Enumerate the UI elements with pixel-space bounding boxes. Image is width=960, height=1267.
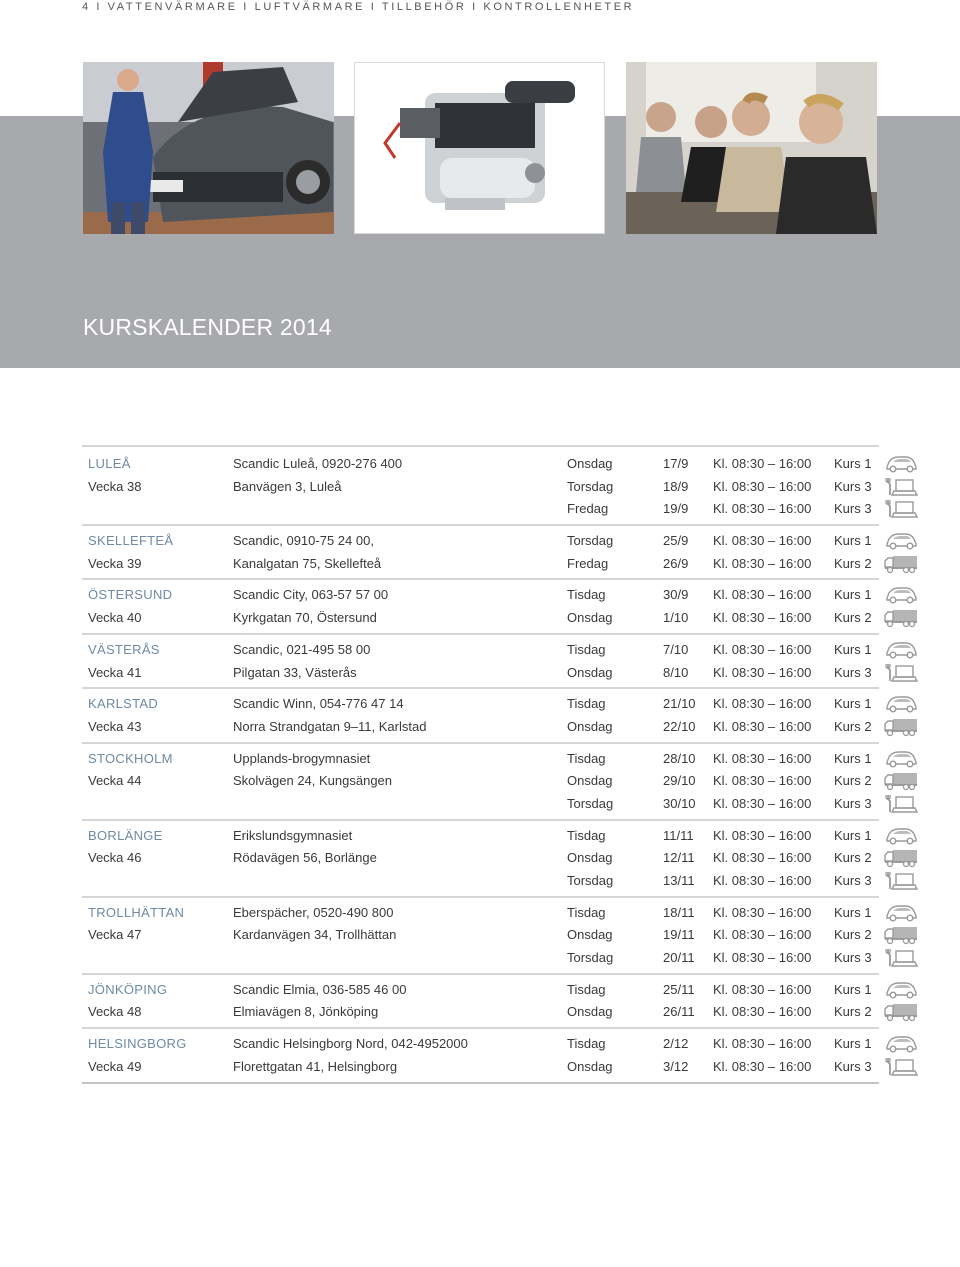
table-row xyxy=(82,498,879,521)
course-time: Kl. 08:30 – 16:00 xyxy=(713,773,812,789)
schedule-group xyxy=(82,635,879,689)
course-level: Kurs 3 xyxy=(834,873,872,888)
course-date: 30/9 xyxy=(663,587,689,603)
venue-address: Banvägen 3, Luleå xyxy=(233,478,342,494)
schedule-group xyxy=(82,744,879,821)
course-date: 18/11 xyxy=(663,904,695,920)
tools-laptop-icon xyxy=(884,1057,918,1077)
car-icon xyxy=(884,694,918,714)
schedule-group xyxy=(82,451,879,526)
venue-name: Erikslundsgymnasiet xyxy=(233,827,353,843)
truck-icon xyxy=(884,554,918,574)
table-row xyxy=(82,453,879,476)
car-icon xyxy=(884,749,918,769)
weekday: Onsdag xyxy=(567,664,613,680)
tools-laptop-icon xyxy=(884,499,918,519)
city-name: SKELLEFTEÅ xyxy=(88,533,174,549)
car-icon xyxy=(884,454,918,474)
course-date: 21/10 xyxy=(663,696,696,712)
tools-laptop-icon xyxy=(884,663,918,683)
table-row xyxy=(82,1056,879,1079)
course-time: Kl. 08:30 – 16:00 xyxy=(713,927,812,943)
course-level: Kurs 1 xyxy=(834,696,872,712)
course-level: Kurs 2 xyxy=(834,610,872,626)
heater-unit-photo xyxy=(354,62,605,234)
course-level: Kurs 3 xyxy=(834,795,872,811)
week-number: Vecka 46 xyxy=(88,850,142,866)
weekday: Torsdag xyxy=(567,795,614,811)
course-date: 19/11 xyxy=(663,927,695,943)
table-row xyxy=(82,902,879,925)
table-row xyxy=(82,476,879,499)
car-icon xyxy=(884,585,918,605)
truck-icon xyxy=(884,771,918,791)
course-date: 1/10 xyxy=(663,610,689,626)
course-level: Kurs 1 xyxy=(834,1036,872,1052)
city-name: STOCKHOLM xyxy=(88,750,173,766)
weekday: Torsdag xyxy=(567,950,614,966)
course-time: Kl. 08:30 – 16:00 xyxy=(713,1036,812,1052)
course-level: Kurs 1 xyxy=(834,587,872,603)
city-name: HELSINGBORG xyxy=(88,1036,187,1052)
weekday: Fredag xyxy=(567,501,609,517)
course-time: Kl. 08:30 – 16:00 xyxy=(713,1058,812,1074)
venue-name: Eberspächer, 0520-490 800 xyxy=(233,904,394,920)
city-name: JÖNKÖPING xyxy=(88,981,168,997)
course-time: Kl. 08:30 – 16:00 xyxy=(713,696,812,712)
schedule-group xyxy=(82,898,879,975)
course-level: Kurs 2 xyxy=(834,1004,872,1020)
car-icon xyxy=(884,903,918,923)
city-name: KARLSTAD xyxy=(88,696,159,712)
truck-icon xyxy=(884,848,918,868)
course-time: Kl. 08:30 – 16:00 xyxy=(713,501,812,517)
course-time: Kl. 08:30 – 16:00 xyxy=(713,610,812,626)
truck-icon xyxy=(884,1002,918,1022)
course-level: Kurs 2 xyxy=(834,555,872,571)
weekday: Onsdag xyxy=(567,610,613,626)
schedule-group xyxy=(82,1029,879,1083)
classroom-photo xyxy=(626,62,877,234)
course-schedule-table xyxy=(0,451,960,1084)
table-row xyxy=(82,748,879,771)
course-level: Kurs 3 xyxy=(834,1058,872,1074)
course-time: Kl. 08:30 – 16:00 xyxy=(713,456,812,471)
venue-address: Kyrkgatan 70, Östersund xyxy=(233,610,377,626)
truck-icon xyxy=(884,717,918,737)
venue-name: Scandic Helsingborg Nord, 042-4952000 xyxy=(233,1036,468,1052)
course-level: Kurs 1 xyxy=(834,827,872,843)
weekday: Tisdag xyxy=(567,981,606,997)
course-date: 25/9 xyxy=(663,533,689,549)
schedule-group xyxy=(82,689,879,743)
table-row xyxy=(82,693,879,716)
table-row xyxy=(82,870,879,893)
course-level: Kurs 1 xyxy=(834,750,872,766)
week-number: Vecka 48 xyxy=(88,1004,142,1020)
course-time: Kl. 08:30 – 16:00 xyxy=(713,750,812,766)
table-row xyxy=(82,530,879,553)
city-name: TROLLHÄTTAN xyxy=(88,904,185,920)
car-icon xyxy=(884,531,918,551)
tools-laptop-icon xyxy=(884,794,918,814)
venue-address: Kardanvägen 34, Trollhättan xyxy=(233,927,397,943)
course-time: Kl. 08:30 – 16:00 xyxy=(713,641,812,657)
course-time: Kl. 08:30 – 16:00 xyxy=(713,873,812,888)
tools-laptop-icon xyxy=(884,948,918,968)
weekday: Tisdag xyxy=(567,587,606,603)
car-icon xyxy=(884,1034,918,1054)
schedule-group xyxy=(82,580,879,634)
week-number: Vecka 39 xyxy=(88,555,142,571)
car-icon xyxy=(884,980,918,1000)
page-title: KURSKALENDER 2014 xyxy=(83,314,332,340)
weekday: Tisdag xyxy=(567,750,606,766)
course-date: 12/11 xyxy=(663,850,695,866)
table-top-rule xyxy=(82,445,879,447)
table-row xyxy=(82,979,879,1002)
course-date: 17/9 xyxy=(663,456,689,471)
weekday: Onsdag xyxy=(567,718,613,734)
course-level: Kurs 1 xyxy=(834,904,872,920)
table-row xyxy=(82,1001,879,1024)
course-level: Kurs 1 xyxy=(834,533,872,549)
weekday: Onsdag xyxy=(567,456,613,471)
course-time: Kl. 08:30 – 16:00 xyxy=(713,1004,812,1020)
week-number: Vecka 47 xyxy=(88,927,142,943)
week-number: Vecka 41 xyxy=(88,664,142,680)
course-time: Kl. 08:30 – 16:00 xyxy=(713,950,812,966)
truck-icon xyxy=(884,608,918,628)
course-date: 3/12 xyxy=(663,1058,689,1074)
course-time: Kl. 08:30 – 16:00 xyxy=(713,795,812,811)
table-row xyxy=(82,553,879,576)
course-level: Kurs 2 xyxy=(834,927,872,943)
venue-name: Scandic City, 063-57 57 00 xyxy=(233,587,389,603)
course-level: Kurs 3 xyxy=(834,478,872,494)
table-row xyxy=(82,639,879,662)
table-row xyxy=(82,947,879,970)
tools-laptop-icon xyxy=(884,477,918,497)
venue-address: Florettgatan 41, Helsingborg xyxy=(233,1058,398,1074)
weekday: Tisdag xyxy=(567,641,606,657)
weekday: Torsdag xyxy=(567,478,614,494)
course-time: Kl. 08:30 – 16:00 xyxy=(713,555,812,571)
car-icon xyxy=(884,826,918,846)
truck-icon xyxy=(884,925,918,945)
course-date: 20/11 xyxy=(663,950,695,966)
weekday: Onsdag xyxy=(567,850,613,866)
course-time: Kl. 08:30 – 16:00 xyxy=(713,587,812,603)
weekday: Onsdag xyxy=(567,927,613,943)
course-date: 8/10 xyxy=(663,664,689,680)
mechanic-car-photo xyxy=(83,62,334,234)
venue-name: Scandic Luleå, 0920-276 400 xyxy=(233,456,403,471)
week-number: Vecka 44 xyxy=(88,773,142,789)
course-level: Kurs 2 xyxy=(834,718,872,734)
car-icon xyxy=(884,640,918,660)
course-level: Kurs 3 xyxy=(834,664,872,680)
course-date: 26/11 xyxy=(663,1004,695,1020)
course-date: 7/10 xyxy=(663,641,689,657)
week-number: Vecka 43 xyxy=(88,718,142,734)
table-row xyxy=(82,607,879,630)
schedule-group xyxy=(82,975,879,1029)
venue-address: Pilgatan 33, Västerås xyxy=(233,664,357,680)
venue-address: Skolvägen 24, Kungsängen xyxy=(233,773,393,789)
venue-name: Scandic, 021-495 58 00 xyxy=(233,641,371,657)
venue-name: Upplands-brogymnasiet xyxy=(233,750,371,766)
course-time: Kl. 08:30 – 16:00 xyxy=(713,478,812,494)
course-level: Kurs 3 xyxy=(834,501,872,517)
city-name: BORLÄNGE xyxy=(88,827,163,843)
course-level: Kurs 2 xyxy=(834,850,872,866)
course-date: 19/9 xyxy=(663,501,689,517)
course-time: Kl. 08:30 – 16:00 xyxy=(713,904,812,920)
weekday: Torsdag xyxy=(567,873,614,888)
table-row xyxy=(82,847,879,870)
course-date: 18/9 xyxy=(663,478,689,494)
weekday: Onsdag xyxy=(567,773,613,789)
course-time: Kl. 08:30 – 16:00 xyxy=(713,533,812,549)
course-date: 22/10 xyxy=(663,718,696,734)
city-name: ÖSTERSUND xyxy=(88,587,173,603)
table-row xyxy=(82,770,879,793)
course-level: Kurs 1 xyxy=(834,641,872,657)
table-row xyxy=(82,924,879,947)
venue-name: Scandic, 0910-75 24 00, xyxy=(233,533,374,549)
course-date: 2/12 xyxy=(663,1036,689,1052)
course-date: 25/11 xyxy=(663,981,695,997)
weekday: Torsdag xyxy=(567,533,614,549)
weekday: Tisdag xyxy=(567,1036,606,1052)
city-name: LULEÅ xyxy=(88,456,131,471)
course-date: 28/10 xyxy=(663,750,696,766)
weekday: Tisdag xyxy=(567,827,606,843)
venue-address: Elmiavägen 8, Jönköping xyxy=(233,1004,379,1020)
course-date: 29/10 xyxy=(663,773,696,789)
course-date: 26/9 xyxy=(663,555,689,571)
course-level: Kurs 3 xyxy=(834,950,872,966)
venue-address: Rödavägen 56, Borlänge xyxy=(233,850,377,866)
venue-address: Kanalgatan 75, Skellefteå xyxy=(233,555,382,571)
table-row xyxy=(82,825,879,848)
weekday: Onsdag xyxy=(567,1058,613,1074)
course-time: Kl. 08:30 – 16:00 xyxy=(713,850,812,866)
tools-laptop-icon xyxy=(884,871,918,891)
weekday: Tisdag xyxy=(567,696,606,712)
course-time: Kl. 08:30 – 16:00 xyxy=(713,718,812,734)
venue-name: Scandic Elmia, 036-585 46 00 xyxy=(233,981,407,997)
table-row xyxy=(82,716,879,739)
course-time: Kl. 08:30 – 16:00 xyxy=(713,827,812,843)
running-head: 4 I VATTENVÄRMARE I LUFTVÄRMARE I TILLBEHÖR I KONTROLLENHETER xyxy=(82,1,635,13)
schedule-group xyxy=(82,526,879,580)
week-number: Vecka 40 xyxy=(88,610,142,626)
venue-name: Scandic Winn, 054-776 47 14 xyxy=(233,696,404,712)
venue-address: Norra Strandgatan 9–11, Karlstad xyxy=(233,718,427,734)
course-date: 13/11 xyxy=(663,873,695,888)
schedule-group xyxy=(82,821,879,898)
course-date: 11/11 xyxy=(663,827,694,843)
course-date: 30/10 xyxy=(663,795,696,811)
week-number: Vecka 38 xyxy=(88,478,142,494)
course-time: Kl. 08:30 – 16:00 xyxy=(713,664,812,680)
week-number: Vecka 49 xyxy=(88,1058,142,1074)
city-name: VÄSTERÅS xyxy=(88,641,160,657)
course-level: Kurs 2 xyxy=(834,773,872,789)
table-row xyxy=(82,1033,879,1056)
table-row xyxy=(82,584,879,607)
course-level: Kurs 1 xyxy=(834,456,872,471)
weekday: Onsdag xyxy=(567,1004,613,1020)
table-row xyxy=(82,793,879,816)
table-row xyxy=(82,662,879,685)
weekday: Tisdag xyxy=(567,904,606,920)
course-time: Kl. 08:30 – 16:00 xyxy=(713,981,812,997)
course-level: Kurs 1 xyxy=(834,981,872,997)
weekday: Fredag xyxy=(567,555,609,571)
